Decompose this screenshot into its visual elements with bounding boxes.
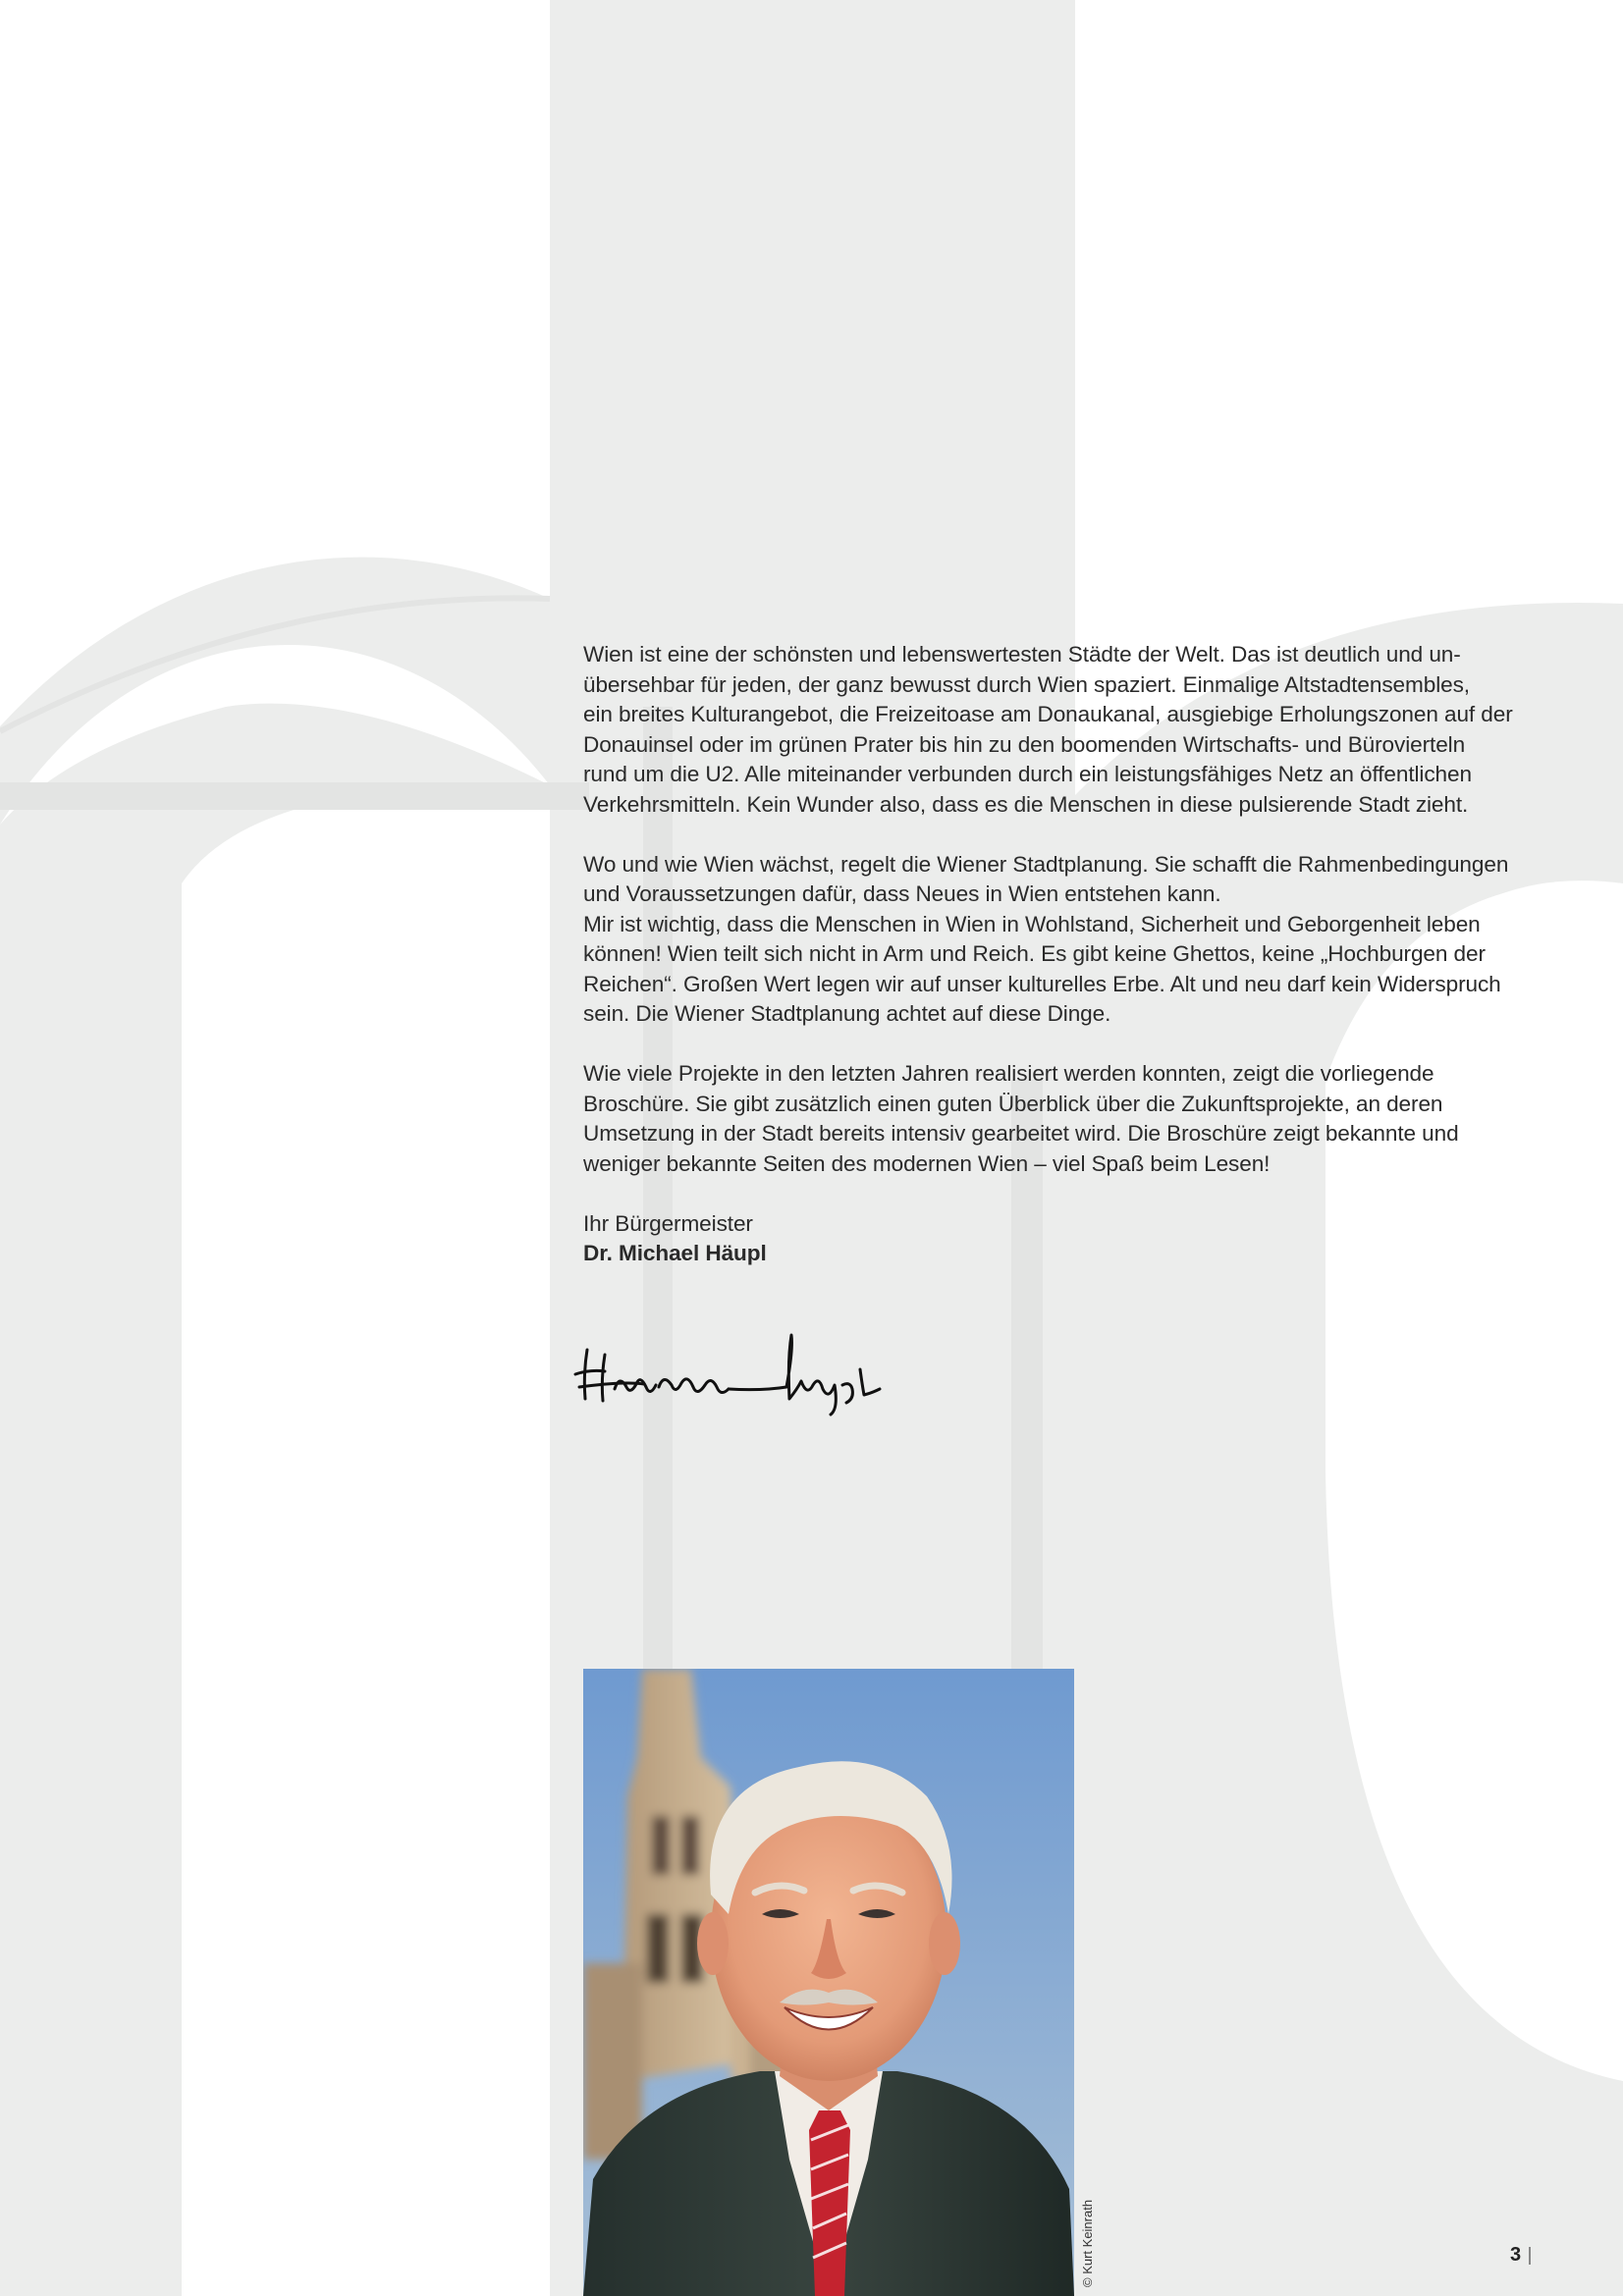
page-number: 3	[1510, 2244, 1522, 2266]
signer-name: Dr. Michael Häupl	[583, 1241, 767, 1265]
closing-salutation: Ihr Bürgermeister	[583, 1210, 753, 1236]
letter-body	[583, 640, 1545, 1269]
handwritten-signature	[566, 1330, 899, 1418]
portrait-photo	[583, 1669, 1074, 2296]
photo-credit-text: © Kurt Keinrath	[1080, 2199, 1095, 2287]
page-number-divider	[1529, 2247, 1531, 2265]
closing-block	[583, 1209, 1545, 1269]
photo-credit	[1078, 2160, 1098, 2287]
paragraph-2: Wo und wie Wien wächst, regelt die Wiener Stadtplanung. Sie schafft die Rahmenbedingungen und Voraussetzungen dafür, dass Neues in Wien entstehen kann.	[583, 851, 1509, 906]
paragraph-4: Wie viele Projekte in den letzten Jahren realisiert werden konnten, zeigt die vorliegende Broschüre. Sie gibt zusätzlich einen guten Überblick über die Zukunftsprojekte, an deren Umsetzung in der Stadt bereits intensiv gearbeitet wird. Die Broschüre zeigt bekannte und weniger bekannte Seiten des modernen Wien – viel Spaß beim Lesen!	[583, 1061, 1459, 1176]
paragraph-1: Wien ist eine der schönsten und lebenswertesten Städte der Welt. Das ist deutlich und un- übersehbar für jeden, der ganz bewusst durch Wien spaziert. Einmalige Altstadtensembles, ein breites Kulturangebot, die Freizeitoase am Donaukanal, ausgiebige Erholungszonen auf der Donauinsel oder im grünen Prater bis hin zu den boomenden Wirtschafts- und Bürovierteln rund um die U2. Alle miteinander verbunden durch ein leistungsfähiges Netz an öffentlichen Verkehrsmitteln. Kein Wunder also, dass es die Menschen in diese pulsierende Stadt zieht.	[583, 642, 1513, 817]
paragraph-3: Mir ist wichtig, dass die Menschen in Wien in Wohlstand, Sicherheit und Geborgenheit leben können! Wien teilt sich nicht in Arm und Reich. Es gibt keine Ghettos, keine „Hochburgen der Reichen“. Großen Wert legen wir auf unser kulturelles Erbe. Alt und neu darf kein Widerspruch sein. Die Wiener Stadtplanung achtet auf diese Dinge.	[583, 911, 1501, 1026]
